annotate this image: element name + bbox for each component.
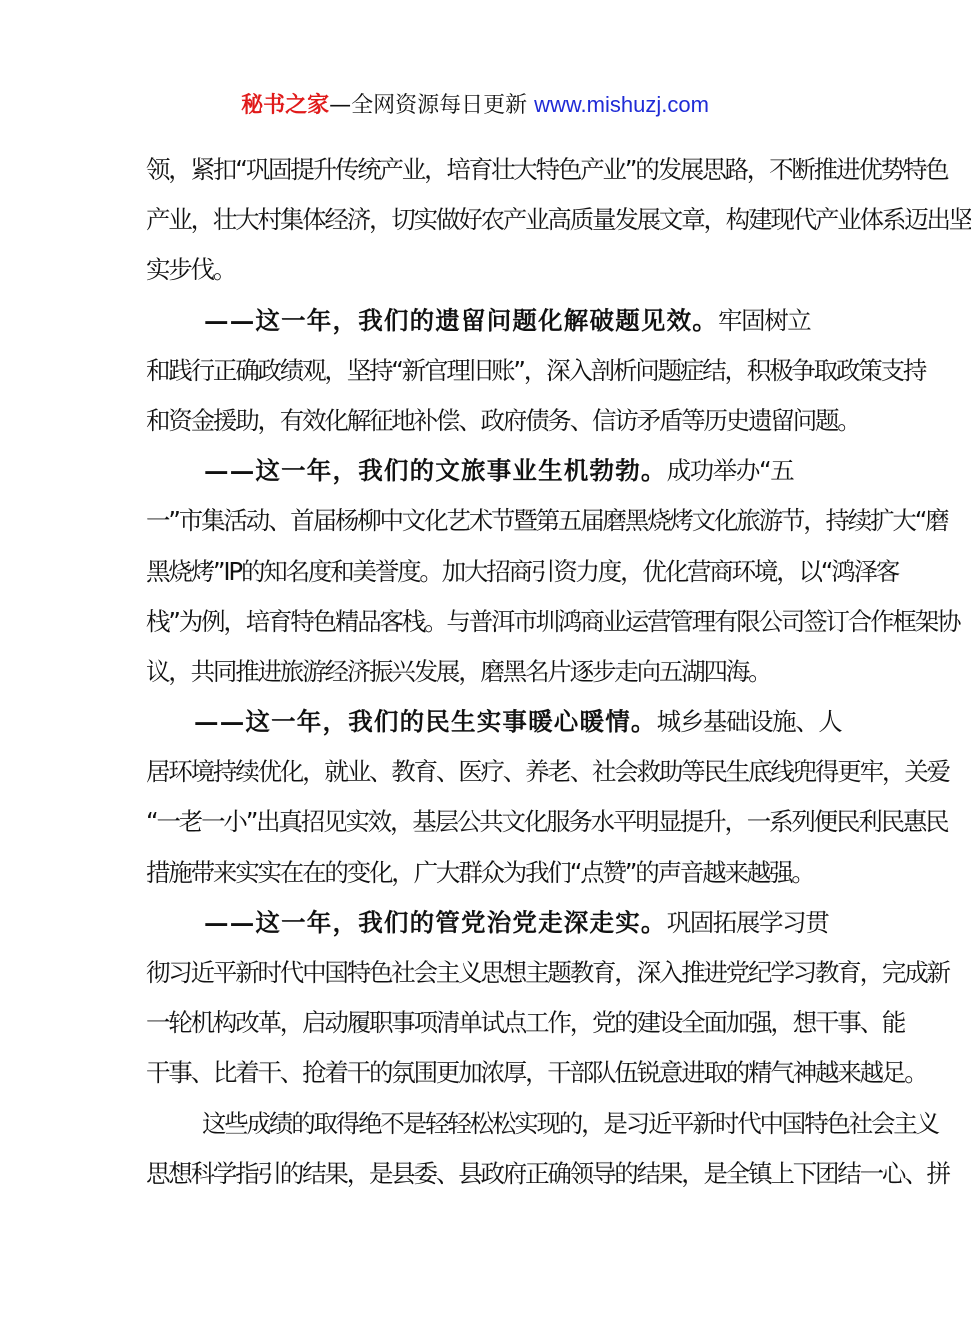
text-line: 议，共同推进旅游经济振兴发展，磨黑名片逐步走向五湖四海。 [146, 656, 771, 686]
text-line: 实步伐。 [146, 255, 236, 285]
paragraph-remnants [146, 296, 816, 346]
site-header [0, 88, 950, 123]
paragraph-party-building [146, 898, 829, 948]
text-line: 彻习近平新时代中国特色社会主义思想主题教育，深入推进党纪学习教育，完成新 [146, 958, 949, 987]
paragraph-text: 成功举办“五 [666, 456, 794, 486]
paragraph-lead-bold: ——这一年，我们的遗留问题化解破题见效。 [204, 305, 718, 335]
text-line: “一老一小”出真招见实效，基层公共文化服务水平明显提升，一系列便民利民惠民 [146, 807, 948, 837]
text-line: 领，紧扣“巩固提升传统产业，培育壮大特色产业”的发展思路，不断推进优势特色 [146, 155, 948, 184]
text-line: 黑烧烤”IP的知名度和美誉度。加大招商引资力度，优化营商环境，以“鸿泽客 [146, 556, 899, 586]
text-line: 栈”为例，培育特色精品客栈。与普洱市圳鸿商业运营管理有限公司签订合作框架协 [146, 606, 960, 636]
paragraph-lead-bold: ——这一年，我们的文旅事业生机勃勃。 [204, 456, 667, 486]
text-line: 一轮机构改革，启动履职事项清单试点工作，党的建设全面加强，想干事、能 [146, 1008, 905, 1038]
paragraph-culture-tourism [146, 446, 816, 496]
site-url-link[interactable]: www.mishuzj.com [534, 92, 709, 117]
text-line: 干事、比着干、抢着干的氛围更加浓厚，干部队伍锐意进取的精气神越来越足。 [146, 1058, 927, 1088]
paragraph-text: 巩固拓展学习贯 [666, 907, 829, 937]
text-line: 居环境持续优化，就业、教育、医疗、养老、社会救助等民生底线兜得更牢，关爱 [146, 757, 949, 787]
paragraph-livelihood [146, 697, 842, 747]
text-line: 一”市集活动、首届杨柳中文化艺术节暨第五届磨黑烧烤文化旅游节，持续扩大“磨 [146, 506, 948, 536]
text-line: 产业，壮大村集体经济，切实做好农产业高质量发展文章，构建现代产业体系迈出坚 [146, 205, 971, 235]
header-tagline: —全网资源每日更新 [329, 93, 528, 118]
text-line: 措施带来实实在在的变化，广大群众为我们“点赞”的声音越来越强。 [146, 857, 814, 887]
document-body [146, 145, 971, 1199]
brand-name: 秘书之家 [241, 93, 330, 118]
paragraph-text: 牢固树立 [718, 305, 811, 335]
paragraph-lead-bold: ——这一年，我们的民生实事暖心暖情。 [194, 707, 657, 737]
text-line: 和资金援助，有效化解征地补偿、政府债务、信访矛盾等历史遗留问题。 [146, 405, 860, 435]
text-line: 思想科学指引的结果，是县委、县政府正确领导的结果，是全镇上下团结一心、拼 [146, 1158, 949, 1188]
text-line: 这些成绩的取得绝不是轻轻松松实现的，是习近平新时代中国特色社会主义 [202, 1108, 938, 1138]
text-line: 和践行正确政绩观，坚持“新官理旧账”，深入剖析问题症结，积极争取政策支持 [146, 355, 926, 385]
paragraph-text: 城乡基础设施、人 [656, 707, 842, 737]
paragraph-lead-bold: ——这一年，我们的管党治党走深走实。 [204, 907, 667, 937]
